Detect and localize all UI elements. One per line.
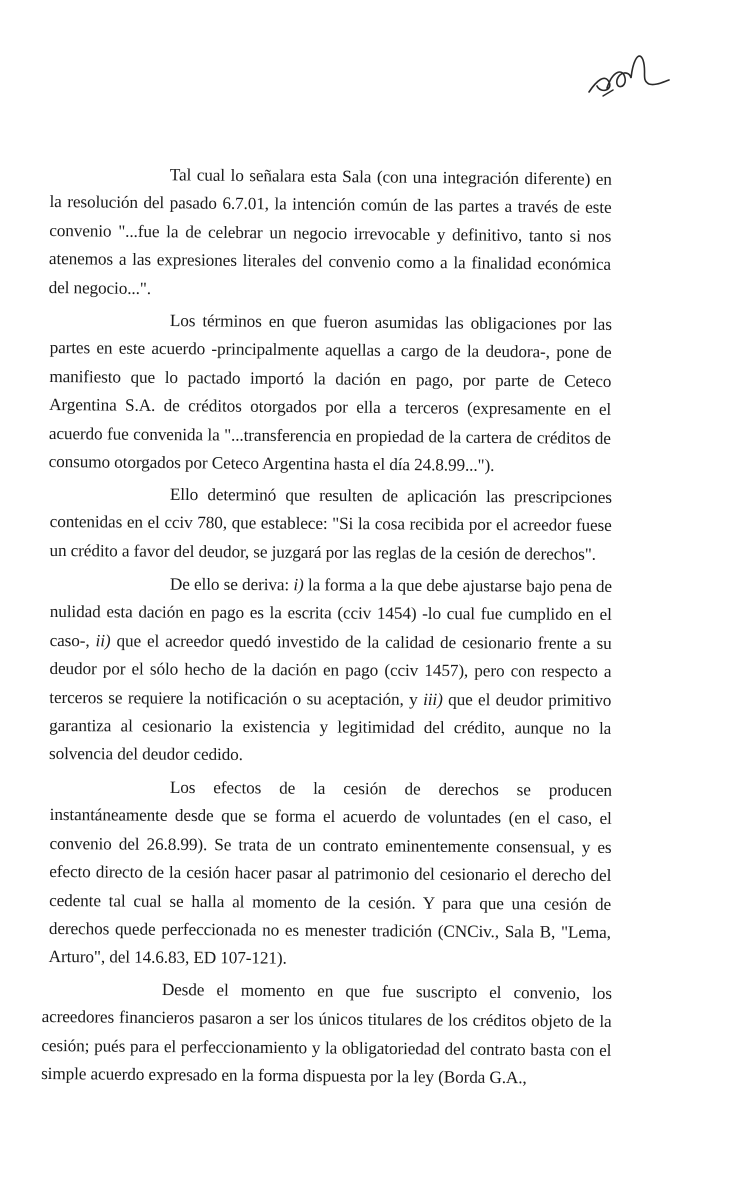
list-marker-ii: ii) [95,630,111,650]
paragraph-2: Los términos en que fueron asumidas las obligaciones por las partes en este acuerdo -principalmente aquellas a cargo de la deudora-, pone de manifiesto que lo pactado importó la dación en pago, por parte de Ceteco Argentina S.A. de créditos otorgados por ella a terceros (expresamente en el acuerdo fue convenida la "...transferencia en propiedad de la cartera de créditos de consumo otorgados por Ceteco Argentina hasta el día 24.8.99..."). [48,311,612,475]
list-marker-i: i) [293,574,304,595]
paragraph-6: Desde el momento en que fue suscripto el convenio, los acreedores financieros pasaron a ser los únicos titulares de los créditos objeto de la cesión; pués para el perfeccionamiento y la obligatoriedad del contrato basta con el simple acuerdo expresado en la forma dispuesta por la ley (Borda G.A., [41,980,612,1088]
paragraph-4-part-b: la forma a la que debe ajustarse bajo pena de nulidad esta dación en pago es la escrita (cciv 1454) -lo cual fue cumplido en el caso-, [49,575,612,650]
document-body [41,160,612,1093]
paragraph-4-part-c: que el acreedor quedó investido de la calidad de cesionario frente a su deudor por el sólo hecho de la dación en pago (cciv 1457), pero con respecto a terceros se requiere la notificación o su aceptación, y [49,630,612,709]
paragraph-4 [49,570,612,772]
paragraph-1: Tal cual lo señalara esta Sala (con una integración diferente) en la resolución del pasado 6.7.01, la intención común de las partes a través de este convenio "...fue la de celebrar un negocio irrevocable y definitivo, tanto si nos atenemos a las expresiones literales del convenio como a la finalidad económica del negocio...". [48,165,612,298]
paragraph-3: Ello determinó que resulten de aplicación las prescripciones contenidas en el cciv 780, que establece: "Si la cosa recibida por el acreedor fuese un crédito a favor del deudor, se juzgará por las reglas de la cesión de derechos". [49,485,612,565]
paragraph-5: Los efectos de la cesión de derechos se producen instantáneamente desde que se forma el acuerdo de voluntades (en el caso, el convenio del 26.8.99). Se trata de un contrato eminentemente consensual, y es efecto directo de la cesión hacer pasar al patrimonio del cesionario el derecho del cedente tal cual se halla al momento de la cesión. Y para que una cesión de derechos quede perfeccionada no es menester tradición (CNCiv., Sala B, "Lema, Arturo", del 14.6.83, ED 107-121). [48,777,612,968]
list-marker-iii: iii) [423,689,443,709]
paragraph-4-part-d: que el deudor primitivo garantiza al cesionario la existencia y legitimidad del crédito, aunque no la solvencia del deudor cedido. [48,689,612,765]
paragraph-4-part-a: De ello se deriva: [169,574,294,594]
handwritten-folio-number [583,50,673,100]
handwritten-signature-icon [583,50,673,100]
